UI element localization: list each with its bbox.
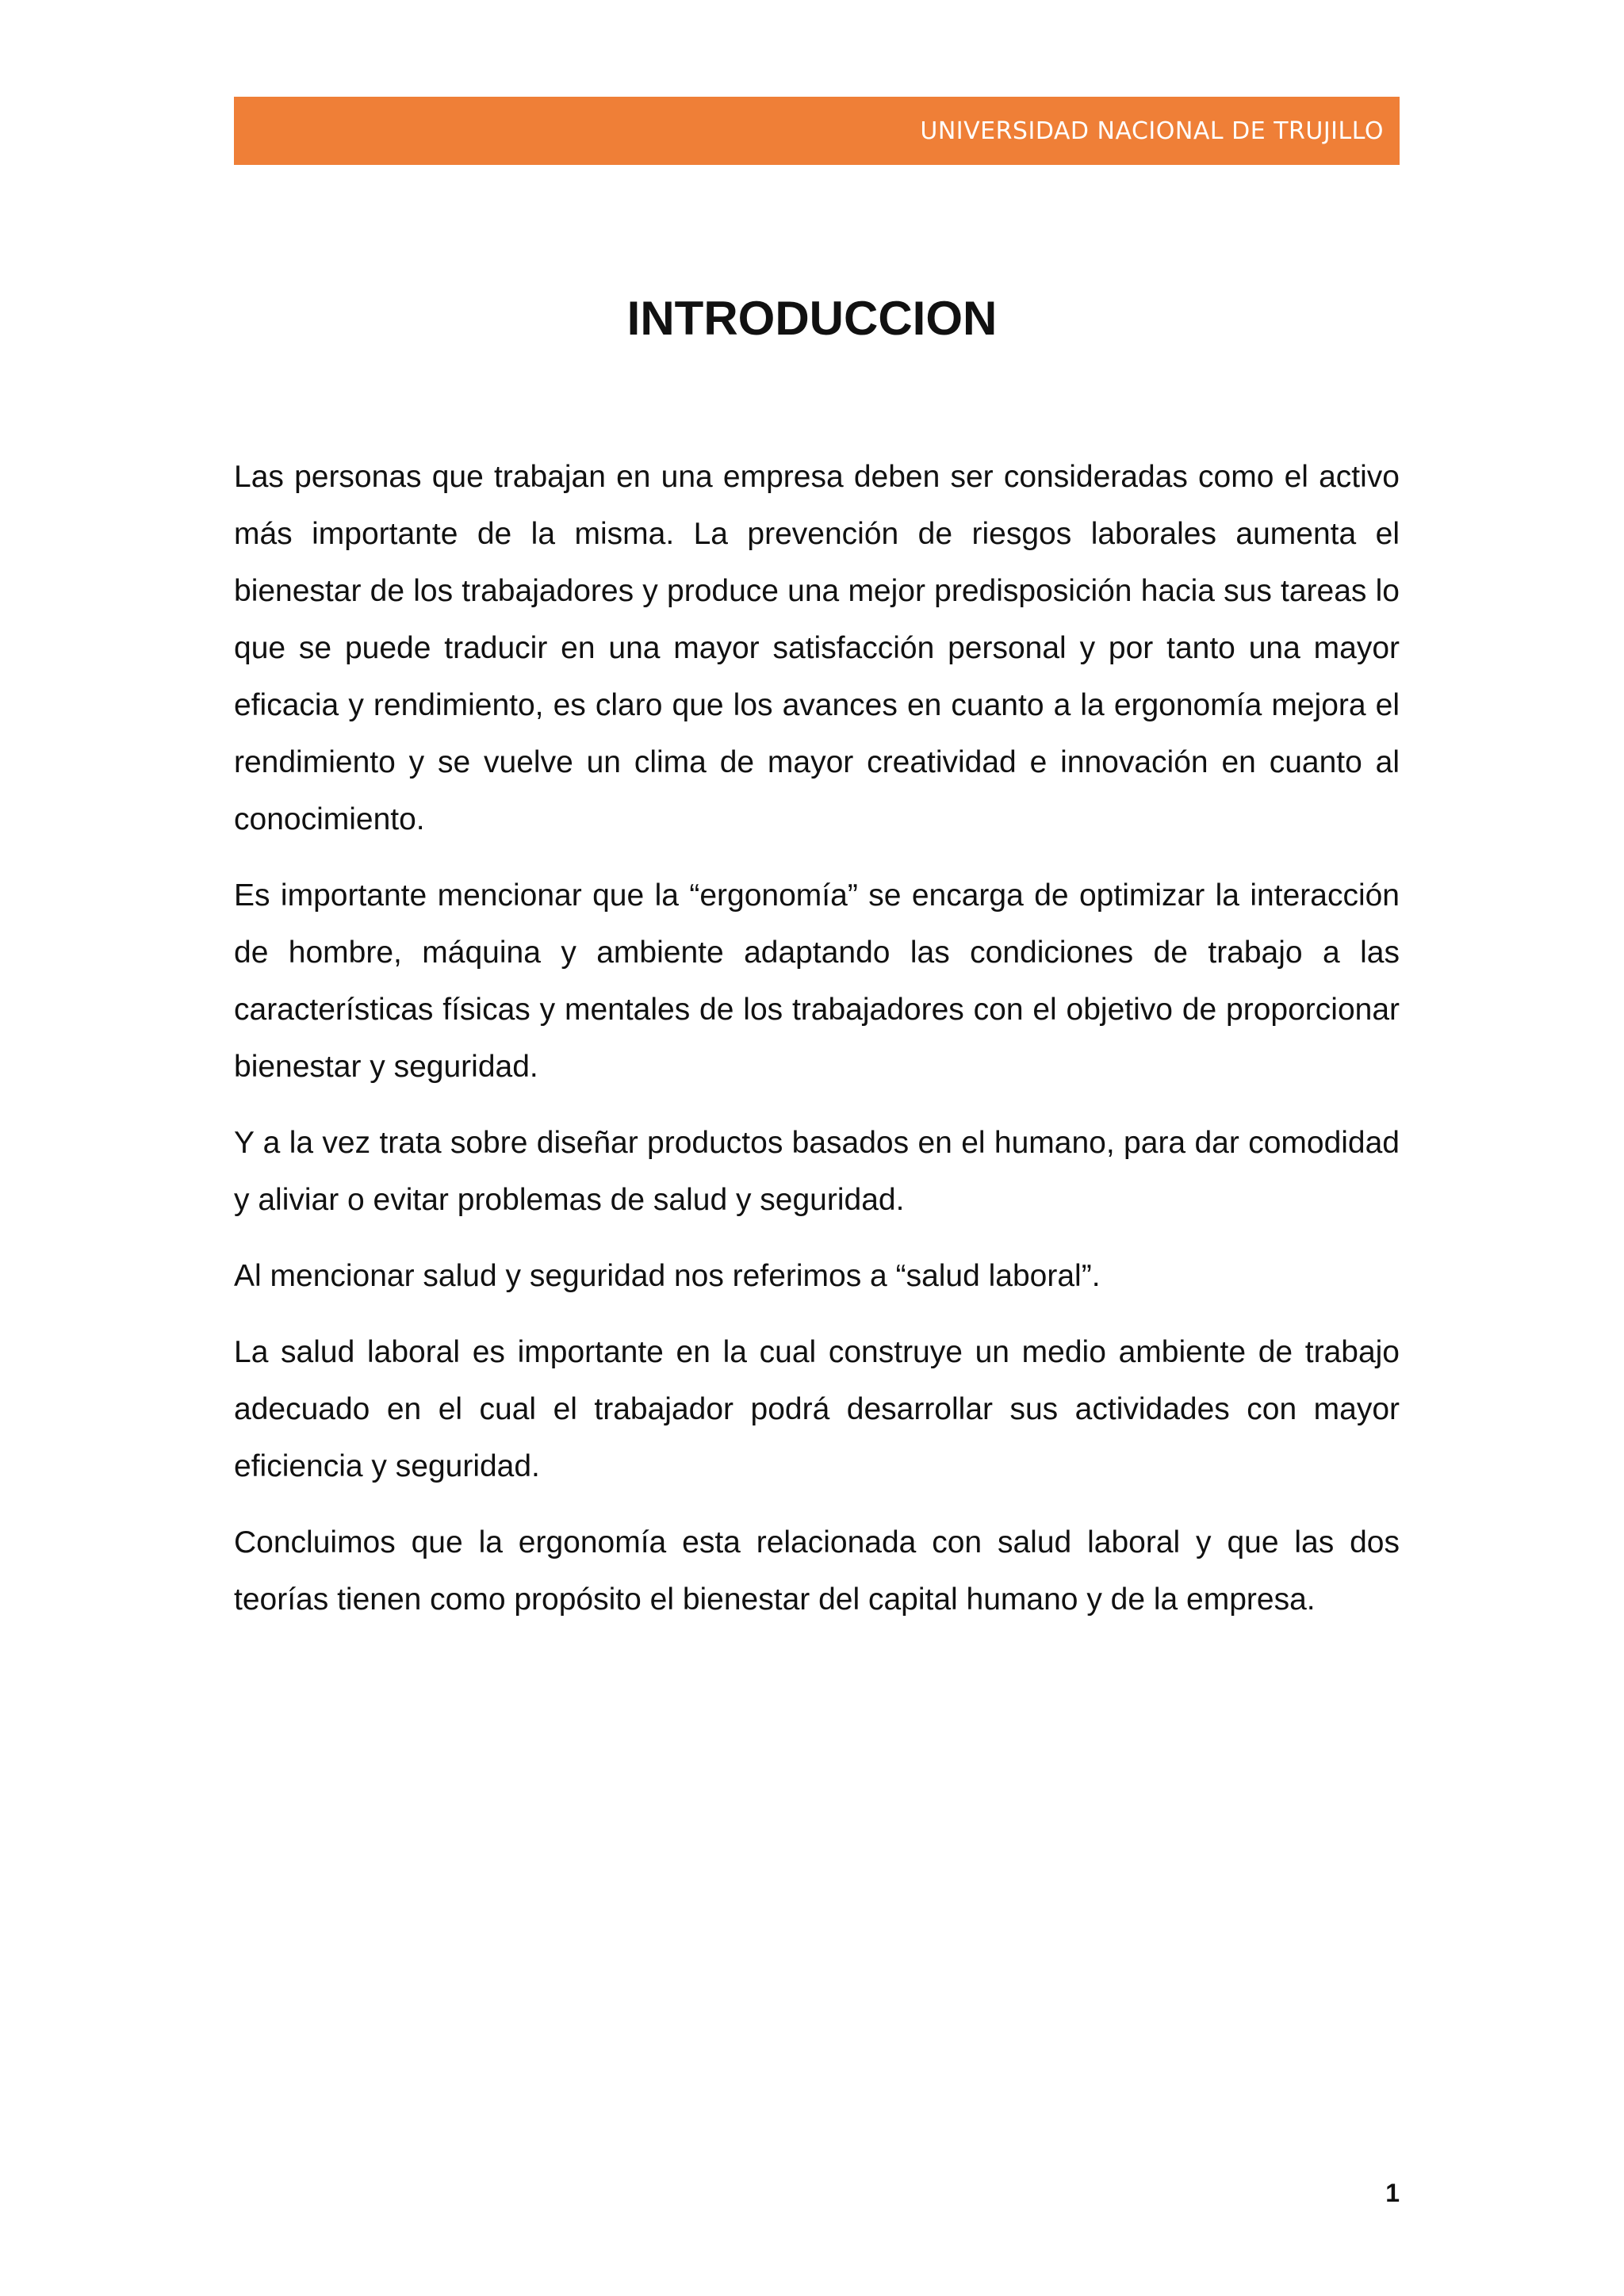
paragraph-1: Las personas que trabajan en una empresa deben ser consideradas como el activo más importante de la misma. La prevención de riesgos laborales aumenta el bienestar de los trabajadores y produce una mejor predisposición hacia sus tareas lo que se puede traducir en una mayor satisfacción personal y por tanto una mayor eficacia y rendimiento, es claro que los avances en cuanto a la ergonomía mejora el rendimiento y se vuelve un clima de mayor creatividad e innovación en cuanto al conocimiento.: [234, 460, 1400, 836]
paragraph-2: Es importante mencionar que la “ergonomía” se encarga de optimizar la interacción de hombre, máquina y ambiente adaptando las condiciones de trabajo a las características físicas y mentales de los trabajadores con el objetivo de proporcionar bienestar y seguridad.: [234, 878, 1400, 1084]
page-title: INTRODUCCION: [626, 292, 998, 345]
paragraph-6: Concluimos que la ergonomía esta relacionada con salud laboral y que las dos teorías tienen como propósito el bienestar del capital humano y de la empresa.: [234, 1525, 1400, 1617]
header-bar: [234, 97, 1400, 165]
paragraph-3: Y a la vez trata sobre diseñar productos basados en el humano, para dar comodidad y aliviar o evitar problemas de salud y seguridad.: [234, 1126, 1400, 1217]
paragraph-4: Al mencionar salud y seguridad nos referimos a “salud laboral”.: [234, 1259, 1101, 1293]
header-university-name: UNIVERSIDAD NACIONAL DE TRUJILLO: [920, 117, 1384, 145]
page-number: 1: [1385, 2179, 1400, 2207]
paragraph-5: La salud laboral es importante en la cual construye un medio ambiente de trabajo adecuado en el cual el trabajador podrá desarrollar sus actividades con mayor eficiencia y seguridad.: [234, 1335, 1400, 1483]
body-text: [234, 449, 1400, 1647]
